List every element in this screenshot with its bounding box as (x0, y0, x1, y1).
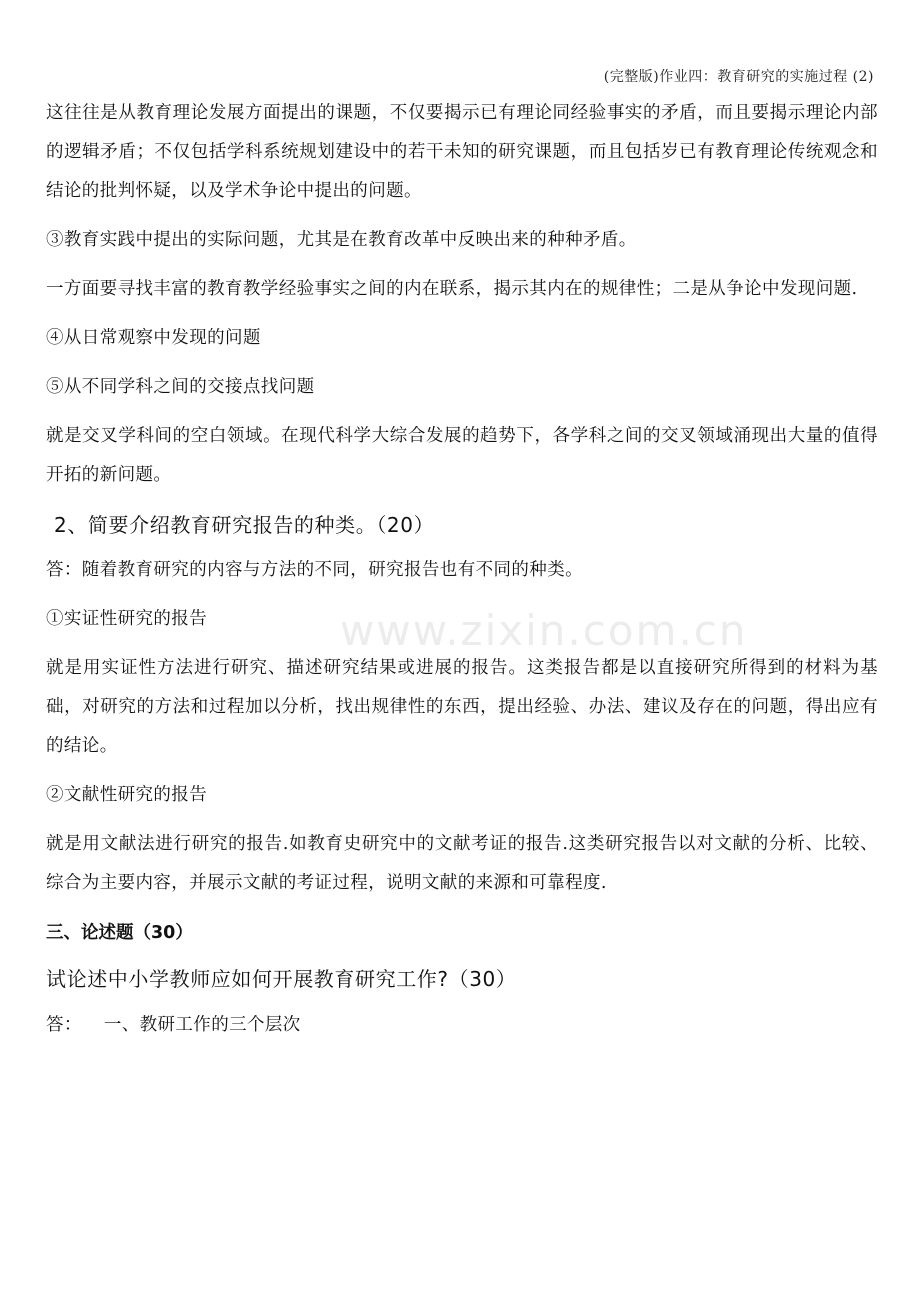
section-heading: 三、论述题（30） (46, 923, 193, 943)
paragraph: 这往往是从教育理论发展方面提出的课题，不仅要揭示已有理论同经验事实的矛盾，而且要揭示理论内部的逻辑矛盾；不仅包括学科系统规划建设中的若干未知的研究课题，而且包括岁已有教育理论传统观念和结论的批判怀疑，以及学术争论中提出的问题。 (46, 103, 878, 201)
paragraph: 就是用文献法进行研究的报告.如教育史研究中的文献考证的报告.这类研究报告以对文献的分析、比较、综合为主要内容，并展示文献的考证过程，说明文献的来源和可靠程度. (46, 834, 878, 893)
page-header: (完整版)作业四：教育研究的实施过程 (2) (603, 69, 874, 85)
answer-label: 答： (46, 1015, 82, 1035)
list-item: ②文献性研究的报告 (46, 785, 208, 805)
paragraph: 就是用实证性方法进行研究、描述研究结果或进展的报告。这类报告都是以直接研究所得到的材料为基础，对研究的方法和过程加以分析，找出规律性的东西，提出经验、办法、建议及存在的问题，得出应有的结论。 (46, 658, 878, 756)
answer-text: 一、教研工作的三个层次 (103, 1015, 301, 1035)
list-item: ①实证性研究的报告 (46, 609, 208, 629)
question-heading: 2、简要介绍教育研究报告的种类。（20） (54, 513, 435, 537)
answer-start (46, 1005, 878, 1045)
answer-intro: 答：随着教育研究的内容与方法的不同，研究报告也有不同的种类。 (46, 560, 583, 580)
question-heading: 试论述中小学教师应如何开展教育研究工作?（30） (46, 967, 517, 991)
document-body (46, 94, 878, 1045)
paragraph: ③教育实践中提出的实际问题，尤其是在教育改革中反映出来的种种矛盾。 (46, 230, 637, 250)
paragraph: 就是交叉学科间的空白领域。在现代科学大综合发展的趋势下，各学科之间的交叉领域涌现出大量的值得开拓的新问题。 (46, 426, 878, 485)
paragraph: 一方面要寻找丰富的教育教学经验事实之间的内在联系，揭示其内在的规律性；二是从争论中发现问题. (46, 279, 858, 299)
watermark: www.zixin.com.cn (340, 606, 748, 655)
list-item: ⑤从不同学科之间的交接点找问题 (46, 377, 315, 397)
list-item: ④从日常观察中发现的问题 (46, 328, 261, 348)
